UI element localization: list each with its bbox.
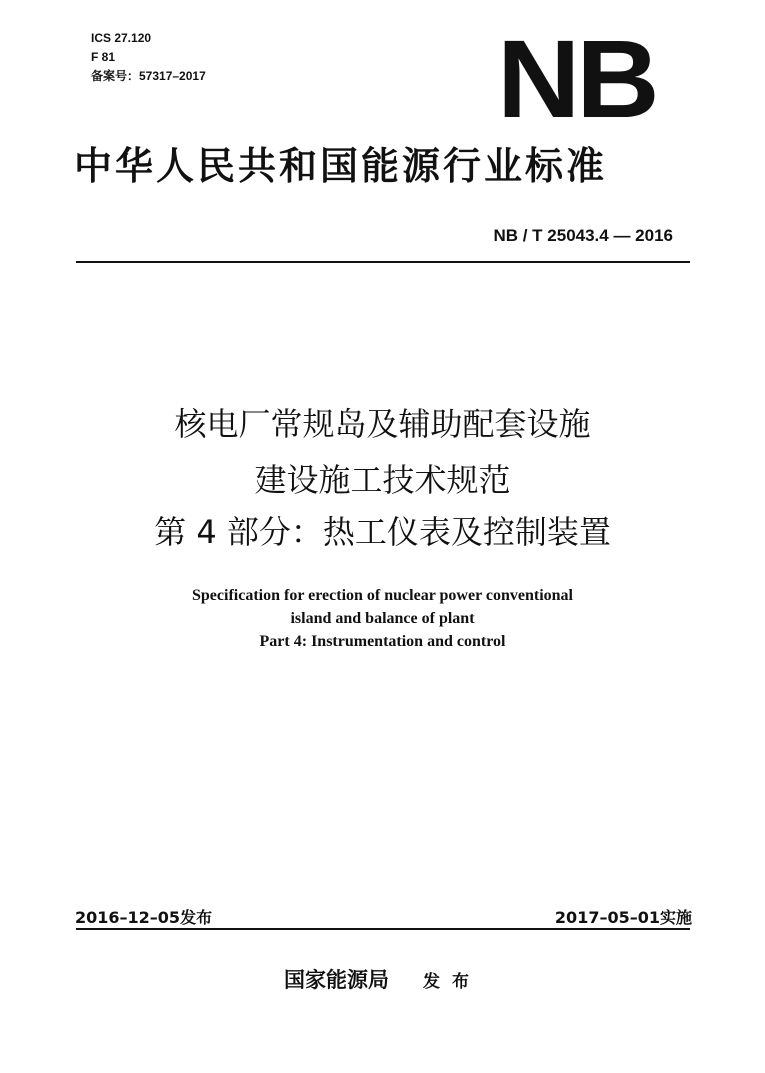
nb-logo: NB [497,18,656,141]
issue-date: 2016–12–05发布 [75,908,213,927]
title-en-line-3: Part 4: Instrumentation and control [259,633,506,650]
filing-number: 备案号：57317–2017 [91,69,206,83]
standard-number: NB / T 25043.4 — 2016 [493,226,673,245]
implementation-date: 2017–05–01实施 [554,908,692,927]
title-cn-line-2: 建设施工技术规范 [254,461,511,499]
title-cn-line-3: 第 4 部分：热工仪表及控制装置 [154,513,611,551]
title-en-line-2: island and balance of plant [290,610,475,627]
publisher-action: 发布 [423,972,481,992]
industry-standard-heading: 中华人民共和国能源行业标准 [74,143,608,188]
title-en-line-1: Specification for erection of nuclear power conventional [192,587,573,604]
header-divider [76,261,690,263]
ics-code: ICS 27.120 [91,31,152,45]
publisher [0,964,765,994]
ccs-code: F 81 [91,50,116,64]
title-cn-line-1: 核电厂常规岛及辅助配套设施 [174,405,591,443]
footer-divider [76,928,690,930]
publisher-name: 国家能源局 [284,967,389,992]
